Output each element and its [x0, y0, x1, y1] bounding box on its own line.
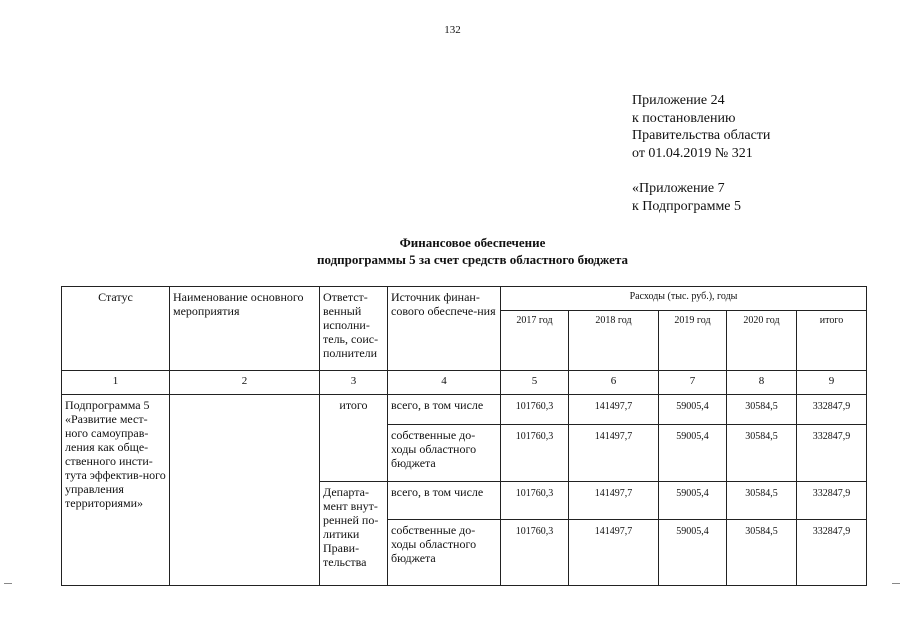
- header-year-2019: 2019 год: [659, 311, 727, 371]
- value-total: 332847,9: [797, 395, 867, 425]
- status-cell: Подпрограмма 5 «Развитие мест-ного самоуправ-ления как обще-ственного инсти-тута эффектив-ного управления территориями»: [62, 395, 170, 586]
- header-expenses: Расходы (тыс. руб.), годы: [501, 287, 867, 311]
- value-2020: 30584,5: [727, 395, 797, 425]
- value-2018: 141497,7: [569, 482, 659, 520]
- value-2018: 141497,7: [569, 520, 659, 586]
- annex-line: Приложение 24: [632, 93, 725, 108]
- annex-block: [632, 92, 770, 215]
- source-cell: всего, в том числе: [388, 482, 501, 520]
- source-cell: собственные до-ходы областного бюджета: [388, 425, 501, 482]
- value-total: 332847,9: [797, 482, 867, 520]
- activity-name-cell: [170, 395, 320, 586]
- responsible-cell: Департа-мент внут-ренней по-литики Прави-тельства: [320, 482, 388, 586]
- column-number: 9: [797, 371, 867, 395]
- value-2017: 101760,3: [501, 395, 569, 425]
- annex-line: к Подпрограмме 5: [632, 198, 742, 214]
- header-total: итого: [797, 311, 867, 371]
- value-2020: 30584,5: [727, 482, 797, 520]
- column-number: 4: [388, 371, 501, 395]
- annex-line: «Приложение 7: [632, 181, 725, 196]
- value-2019: 59005,4: [659, 482, 727, 520]
- header-status: Статус: [62, 287, 170, 371]
- value-2018: 141497,7: [569, 425, 659, 482]
- column-number: 2: [170, 371, 320, 395]
- column-number: 5: [501, 371, 569, 395]
- value-2019: 59005,4: [659, 425, 727, 482]
- column-number: 6: [569, 371, 659, 395]
- value-2020: 30584,5: [727, 425, 797, 482]
- column-number: 3: [320, 371, 388, 395]
- title-line-2: подпрограммы 5 за счет средств областного бюджета: [316, 252, 628, 267]
- header-year-2018: 2018 год: [569, 311, 659, 371]
- value-total: 332847,9: [797, 425, 867, 482]
- header-source: Источник финан-сового обеспече-ния: [388, 287, 501, 371]
- source-cell: собственные до-ходы областного бюджета: [388, 520, 501, 586]
- column-number: 8: [727, 371, 797, 395]
- header-responsible: Ответст-венный исполни-тель, соис-полнители: [320, 287, 388, 371]
- scan-edge-mark: [4, 583, 12, 584]
- document-title: [0, 234, 905, 268]
- annex-line: Правительства области: [632, 128, 771, 143]
- annex-line: к постановлению: [632, 110, 736, 126]
- column-number: 7: [659, 371, 727, 395]
- annex-line: от 01.04.2019 № 321: [632, 145, 753, 161]
- table-row: [62, 395, 867, 425]
- scan-edge-mark: [892, 583, 900, 584]
- value-2017: 101760,3: [501, 520, 569, 586]
- page-number: 132: [444, 24, 461, 36]
- source-cell: всего, в том числе: [388, 395, 501, 425]
- value-2017: 101760,3: [501, 425, 569, 482]
- title-line-1: Финансовое обеспечение: [399, 235, 546, 250]
- header-year-2020: 2020 год: [727, 311, 797, 371]
- header-name: Наименование основного мероприятия: [170, 287, 320, 371]
- value-total: 332847,9: [797, 520, 867, 586]
- column-number: 1: [62, 371, 170, 395]
- value-2019: 59005,4: [659, 520, 727, 586]
- value-2020: 30584,5: [727, 520, 797, 586]
- header-year-2017: 2017 год: [501, 311, 569, 371]
- financing-table: [61, 286, 867, 586]
- value-2018: 141497,7: [569, 395, 659, 425]
- value-2017: 101760,3: [501, 482, 569, 520]
- responsible-cell: итого: [320, 395, 388, 482]
- value-2019: 59005,4: [659, 395, 727, 425]
